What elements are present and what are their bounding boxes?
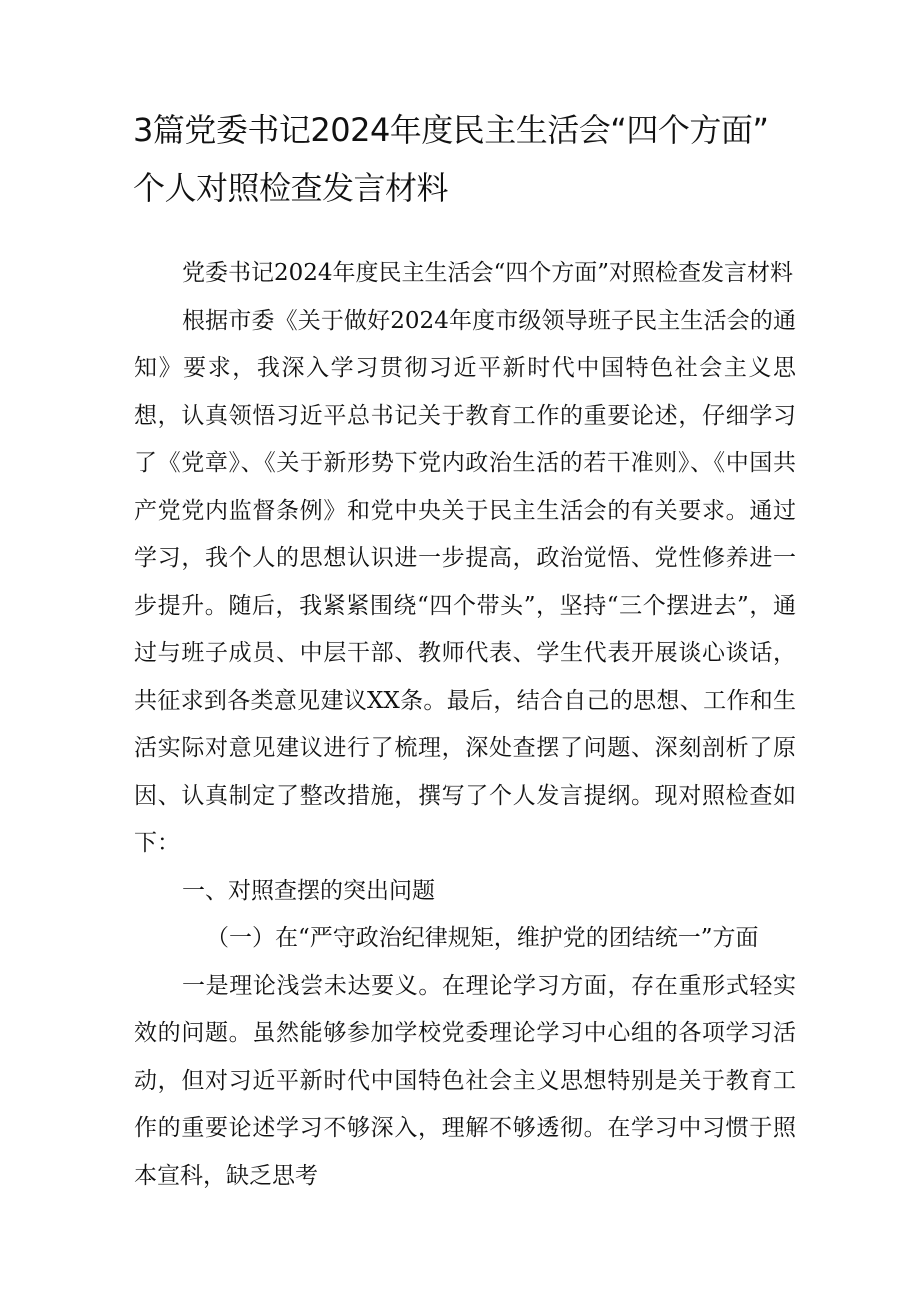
subtitle-paragraph: 党委书记2024年度民主生活会“四个方面”对照检查发言材料 <box>182 260 794 286</box>
title-line-1: 3篇党委书记2024年度民主生活会“四个方面” <box>133 111 769 149</box>
body-paragraph: 一是理论浅尝未达要义。在理论学习方面，存在重形式轻实效的问题。虽然能够参加学校党委理论学习中心组的各项学习活动，但对习近平新时代中国特色社会主义思想特别是关于教育工作的重要论述学习不够深入，理解不够透彻。在学习中习惯于照本宣科，缺乏思考 <box>134 972 796 1189</box>
document-title <box>133 101 833 217</box>
document-body <box>134 250 796 1200</box>
title-line-2: 个人对照检查发言材料 <box>133 169 449 207</box>
subsection-heading: （一）在“严守政治纪律规矩，维护党的团结统一”方面 <box>206 925 759 951</box>
section-heading: 一、对照查摆的突出问题 <box>182 877 435 904</box>
intro-paragraph: 根据市委《关于做好2024年度市级领导班子民主生活会的通知》要求，我深入学习贯彻习近平新时代中国特色社会主义思想，认真领悟习近平总书记关于教育工作的重要论述，仔细学习了《党章》、《关于新形势下党内政治生活的若干准则》、《中国共产党党内监督条例》和党中央关于民主生活会的有关要求。通过学习，我个人的思想认识进一步提高，政治觉悟、党性修养进一步提升。随后，我紧紧围绕“四个带头”，坚持“三个摆进去”，通过与班子成员、中层干部、教师代表、学生代表开展谈心谈话，共征求到各类意见建议XX条。最后，结合自己的思想、工作和生活实际对意见建议进行了梳理，深处查摆了问题、深刻剖析了原因、认真制定了整改措施，撰写了个人发言提纲。现对照检查如下： <box>134 307 796 856</box>
